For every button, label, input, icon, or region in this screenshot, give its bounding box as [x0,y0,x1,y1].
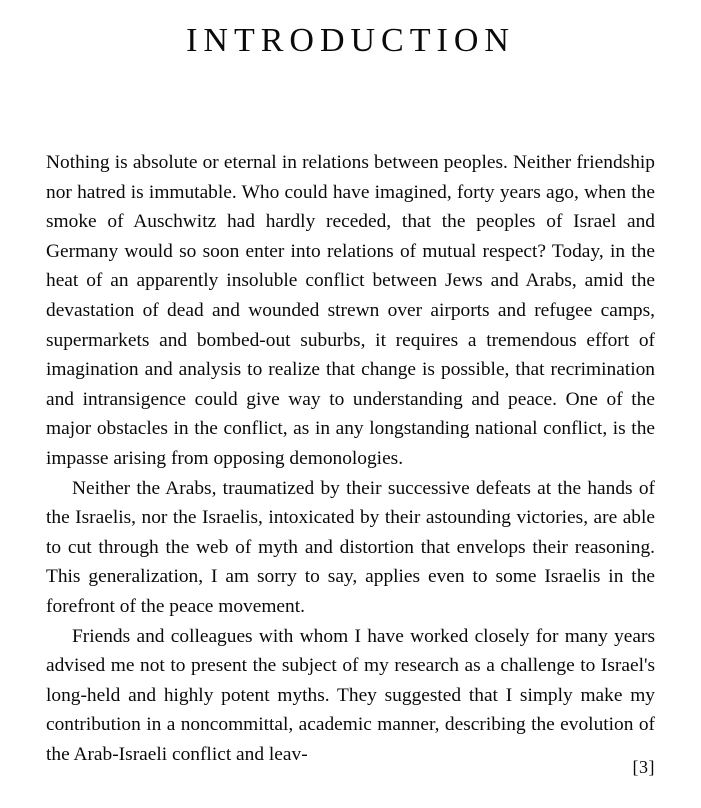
paragraph-3: Friends and colleagues with whom I have worked closely for many years advised me not to present the subject of my research as a challenge to Israel's long-held and highly potent myths. They suggested that I simply make my contribution in a noncommittal, academic manner, describing the evolution of the Arab-Israeli conflict and leav- [46,625,655,765]
paragraph-2: Neither the Arabs, traumatized by their successive defeats at the hands of the Israelis, nor the Israelis, intoxicated by their astounding victories, are able to cut through the web of myth and distortion that envelops their reasoning. This generalization, I am sorry to say, applies even to some Israelis in the forefront of the peace movement. [46,477,655,617]
page-number: [3] [632,757,655,777]
page-title: INTRODUCTION [186,22,515,59]
body-text [46,148,655,769]
paragraph-1: Nothing is absolute or eternal in relations between peoples. Neither friendship nor hatred is immutable. Who could have imagined, forty years ago, when the smoke of Auschwitz had hardly receded, that the peoples of Israel and Germany would so soon enter into relations of mutual respect? Today, in the heat of an apparently insoluble conflict between Jews and Arabs, amid the devastation of dead and wounded strewn over airports and refugee camps, supermarkets and bombed-out suburbs, it requires a tremendous effort of imagination and analysis to realize that change is possible, that recrimination and intransigence could give way to understanding and peace. One of the major obstacles in the conflict, as in any longstanding national conflict, is the impasse arising from opposing demonologies. [46,152,655,469]
